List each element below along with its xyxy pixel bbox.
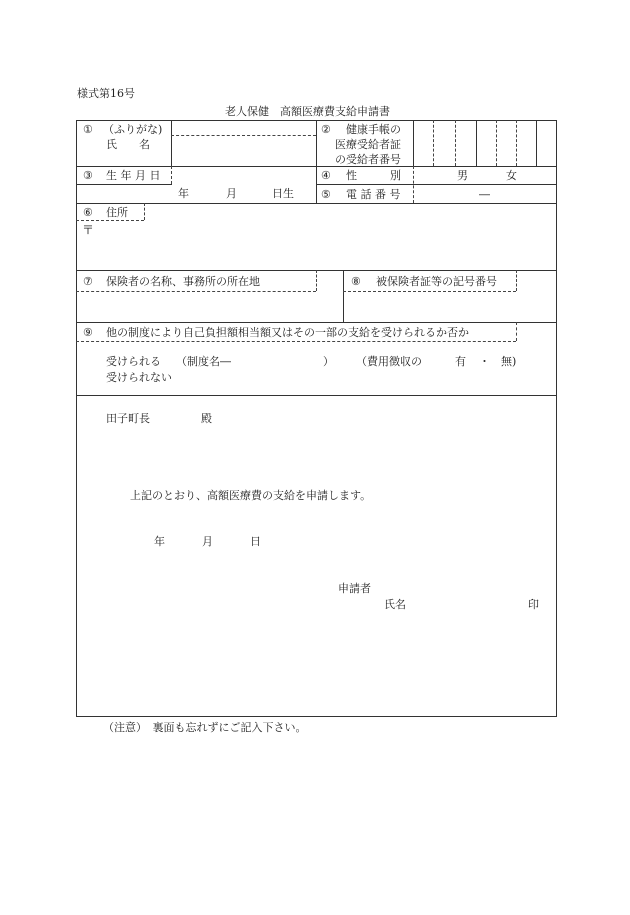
column-divider bbox=[343, 270, 344, 322]
address-label: 住所 bbox=[106, 206, 128, 219]
item-number-8: ⑧ bbox=[351, 275, 361, 288]
certificate-label-line2: 医療受給者証 bbox=[335, 138, 401, 151]
phone-separator: ― bbox=[479, 188, 490, 201]
item-number-6: ⑥ bbox=[83, 206, 93, 219]
certificate-label-line1: 健康手帳の bbox=[346, 123, 401, 136]
item-number-3: ③ bbox=[83, 169, 93, 182]
column-divider bbox=[536, 120, 537, 166]
form-number: 様式第16号 bbox=[77, 87, 135, 100]
row-divider bbox=[76, 203, 557, 204]
date-year-unit: 年 bbox=[154, 535, 165, 548]
system-name-label: （制度名― bbox=[176, 355, 231, 368]
digit-guide bbox=[516, 120, 517, 166]
item-number-4: ④ bbox=[321, 169, 331, 182]
item-number-9: ⑨ bbox=[83, 326, 93, 339]
item-number-7: ⑦ bbox=[83, 275, 93, 288]
sex-label: 性 別 bbox=[346, 169, 401, 182]
item-number-1: ① bbox=[83, 123, 93, 136]
insured-number-label: 被保険者証等の記号番号 bbox=[376, 275, 497, 288]
applicant-label: 申請者 bbox=[338, 582, 371, 595]
label-guide bbox=[516, 270, 517, 291]
other-system-question: 他の制度により自己負担額相当額又はその一部の支給を受けられるか否か bbox=[106, 326, 469, 339]
note: （注意） 裏面も忘れずにご記入下さい。 bbox=[103, 721, 307, 734]
column-divider bbox=[316, 120, 317, 203]
form-title: 老人保健 高額医療費支給申請書 bbox=[225, 105, 390, 118]
digit-guide bbox=[496, 120, 497, 166]
insurer-label: 保険者の名称、事務所の所在地 bbox=[106, 275, 260, 288]
label-guide bbox=[76, 220, 144, 221]
fee-collection-label: （費用徴収の bbox=[356, 355, 422, 368]
label-guide bbox=[516, 322, 517, 341]
digit-guide bbox=[455, 120, 456, 166]
label-guide bbox=[76, 341, 516, 342]
row-divider bbox=[76, 322, 557, 323]
fee-option-yes: 有 bbox=[455, 355, 466, 368]
fee-option-separator: ・ bbox=[479, 355, 490, 368]
sex-option-male: 男 bbox=[457, 169, 468, 182]
application-statement: 上記のとおり、高額医療費の支給を申請します。 bbox=[130, 489, 372, 502]
fee-option-no: 無) bbox=[501, 355, 517, 368]
option-receivable: 受けられる bbox=[106, 355, 161, 368]
sex-option-female: 女 bbox=[506, 169, 517, 182]
column-divider bbox=[476, 120, 477, 166]
label-guide bbox=[76, 291, 316, 292]
label-guide bbox=[144, 203, 145, 220]
certificate-label-line3: の受給者番号 bbox=[335, 153, 401, 166]
furigana-label: （ふりがな) bbox=[103, 123, 163, 136]
option-not-receivable: 受けられない bbox=[106, 371, 172, 384]
column-divider bbox=[171, 120, 172, 166]
column-divider bbox=[413, 120, 414, 166]
row-divider bbox=[76, 184, 172, 185]
system-name-close: ） bbox=[323, 355, 334, 368]
row-divider bbox=[76, 395, 557, 396]
furigana-guide bbox=[171, 135, 316, 136]
label-guide bbox=[343, 291, 516, 292]
digit-guide bbox=[433, 120, 434, 166]
item-number-5: ⑤ bbox=[321, 188, 331, 201]
label-guide bbox=[316, 270, 317, 291]
label-guide bbox=[171, 166, 172, 184]
date-month-unit: 月 bbox=[202, 535, 213, 548]
birth-year-unit: 年 bbox=[178, 187, 189, 200]
date-day-unit: 日 bbox=[250, 535, 261, 548]
birth-date-label: 生 年 月 日 bbox=[106, 169, 161, 182]
name-label: 氏 名 bbox=[106, 138, 150, 151]
postal-mark: 〒 bbox=[82, 223, 95, 237]
label-guide bbox=[413, 166, 414, 203]
birth-day-unit: 日生 bbox=[272, 187, 294, 200]
birth-month-unit: 月 bbox=[226, 187, 237, 200]
addressee: 田子町長 bbox=[106, 412, 150, 425]
seal-mark: 印 bbox=[528, 598, 539, 611]
honorific: 殿 bbox=[201, 412, 212, 425]
phone-label: 電 話 番 号 bbox=[346, 188, 401, 201]
item-number-2: ② bbox=[321, 123, 331, 136]
row-divider bbox=[316, 184, 557, 185]
applicant-name-label: 氏名 bbox=[384, 598, 406, 611]
